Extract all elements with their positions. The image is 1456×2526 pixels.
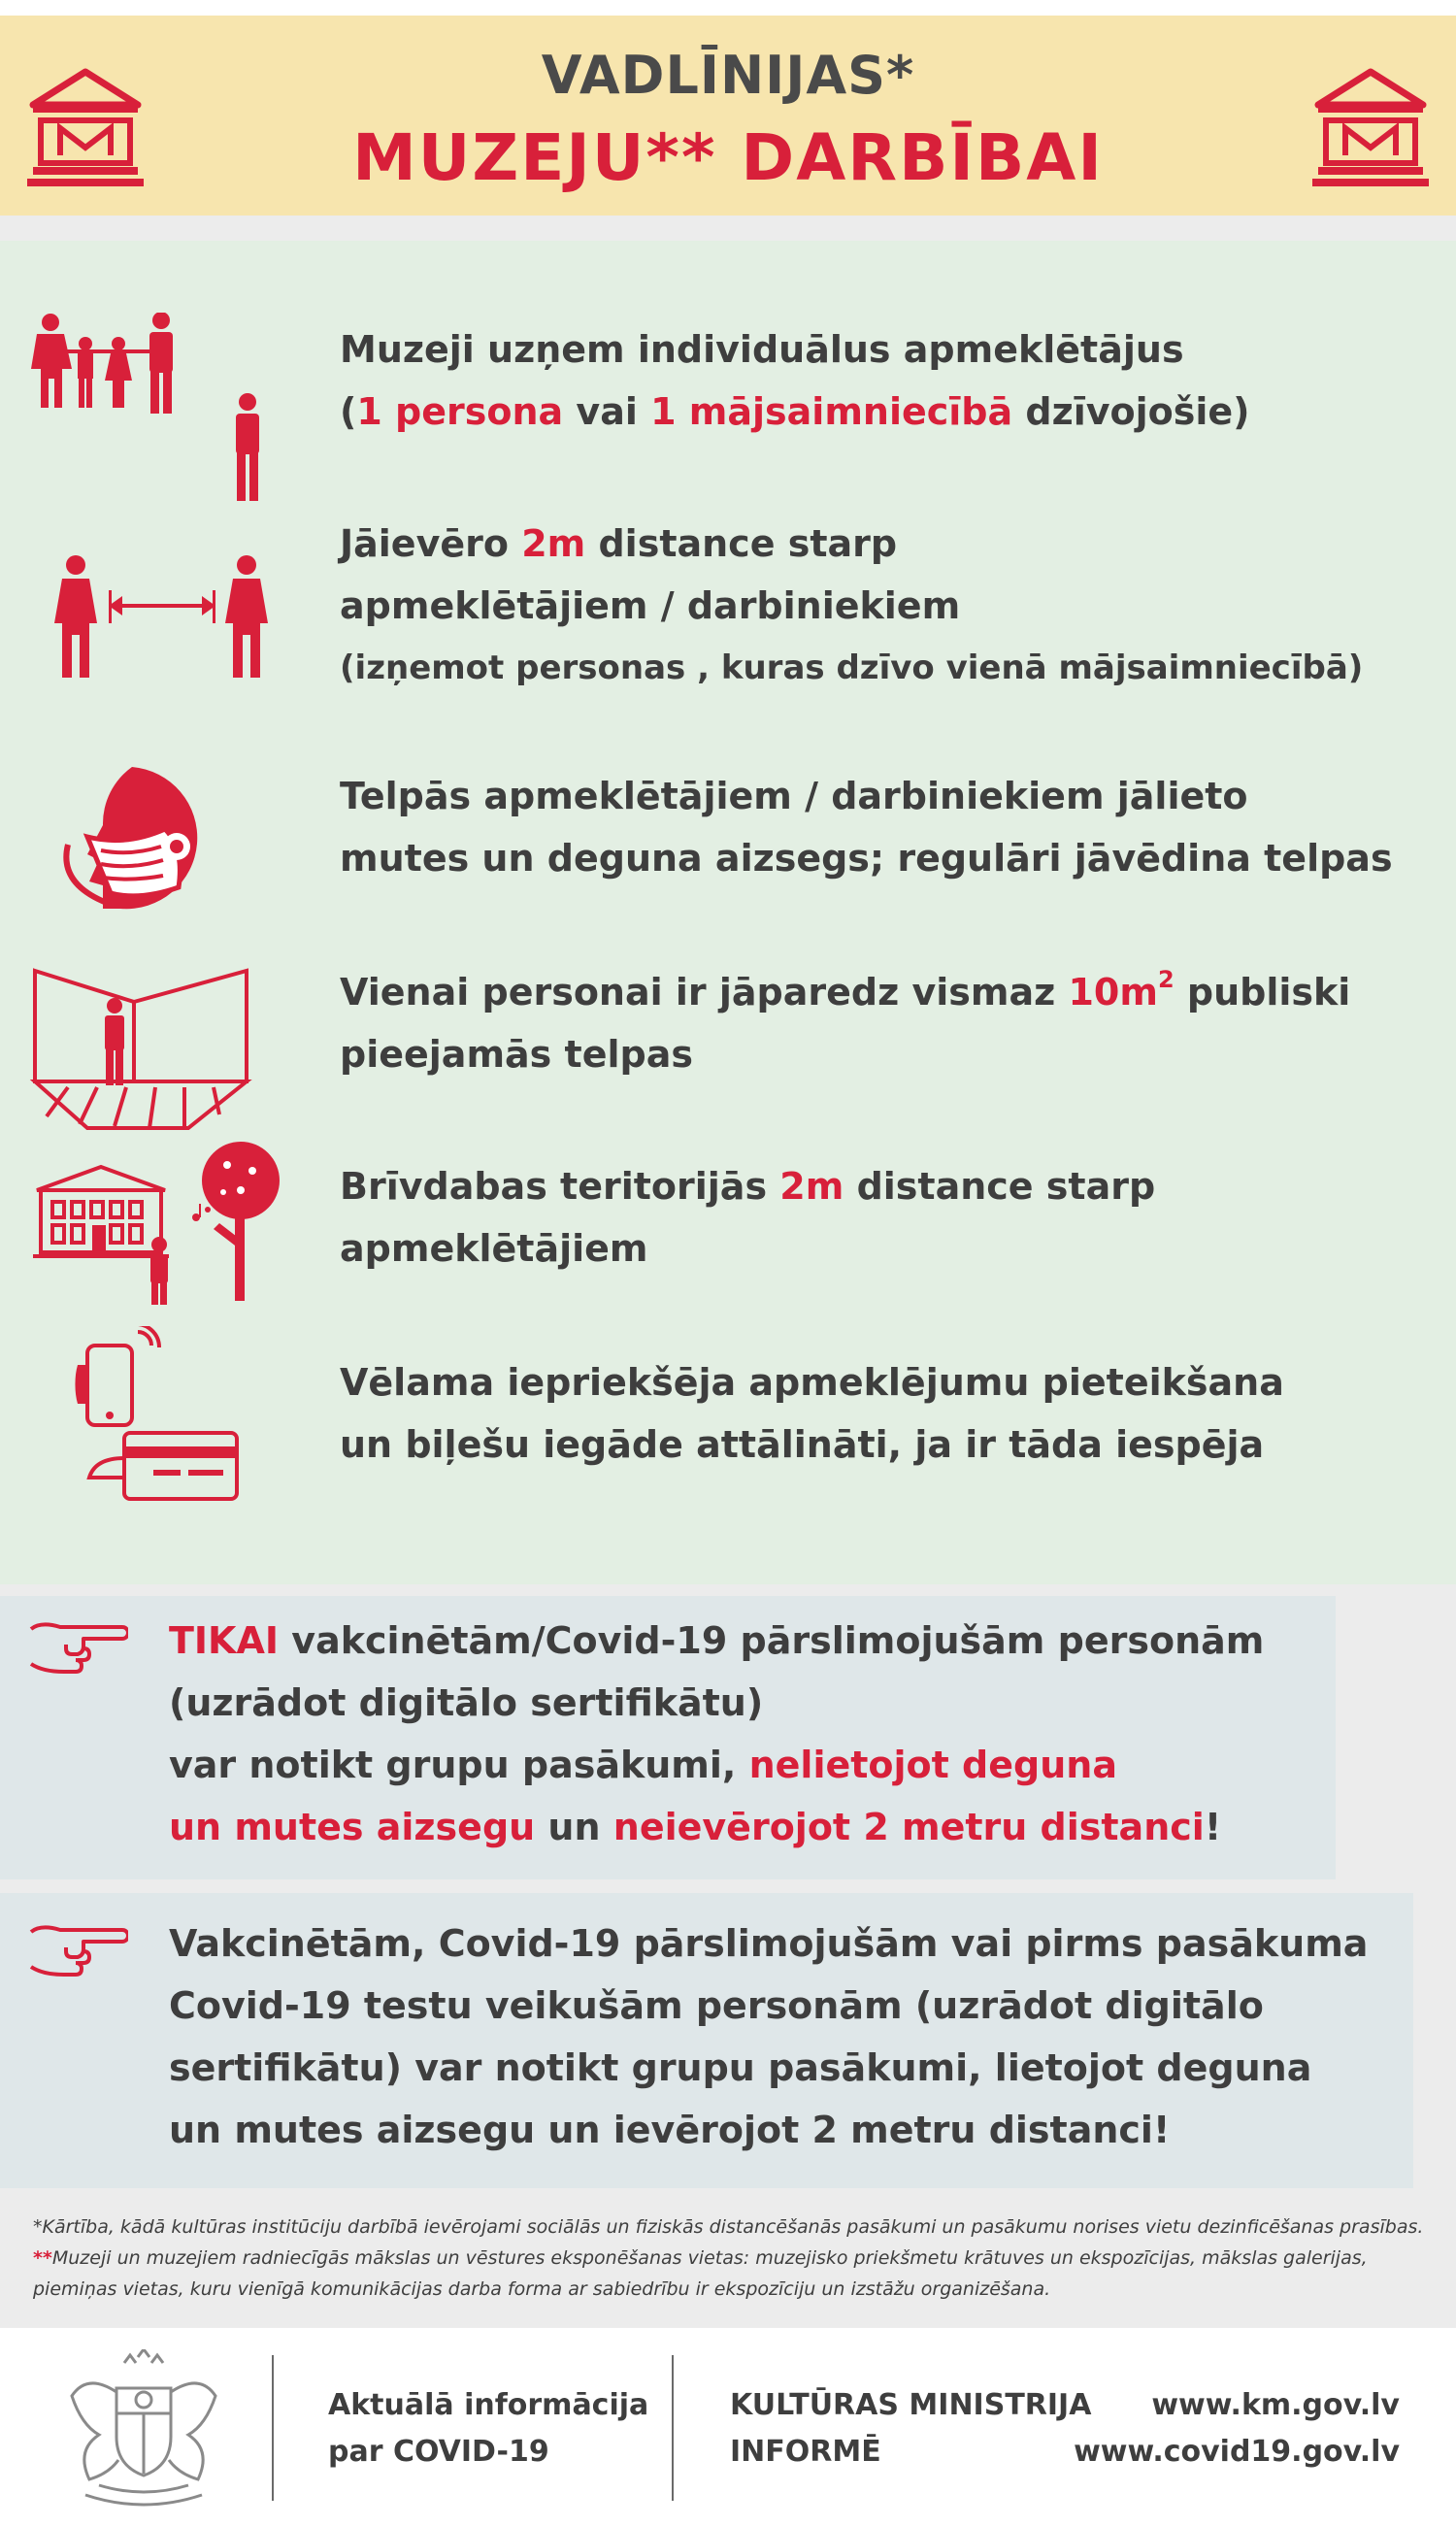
text-line: Aktuālā informācija: [328, 2388, 649, 2422]
superscript: 2: [1157, 966, 1175, 994]
pointing-hand-icon: [27, 1619, 128, 1678]
text-line: Covid-19 testu veikušām personām (uzrādot digitālo: [169, 1984, 1264, 2027]
footer-divider: [272, 2355, 274, 2501]
outdoor-territory-icon: [33, 1142, 285, 1307]
highlight-one-person: 1 persona: [356, 390, 564, 433]
text-span: !: [1204, 1806, 1222, 1848]
text-line: (uzrādot digitālo sertifikātu): [169, 1681, 764, 1724]
header: [0, 0, 1456, 216]
text-span: Muzeji un muzejiem radniecīgās mākslas un vēstures eksponēšanas vietas: muzejisko priekšmetu krātuves un ekspozīcijas, mākslas galerijas,: [51, 2247, 1368, 2269]
text-line: (izņemot personas , kuras dzīvo vienā mājsaimniecībā): [340, 648, 1364, 687]
footnotes: [33, 2211, 1431, 2305]
text-line: mutes un deguna aizsegs; regulāri jāvēdina telpas: [340, 837, 1393, 880]
text-span: var notikt grupu pasākumi,: [169, 1744, 749, 1786]
guideline-text: [340, 1155, 1155, 1280]
text-line: sertifikātu) var notikt grupu pasākumi, lietojot deguna: [169, 2046, 1312, 2089]
notice-text: [169, 1610, 1264, 1858]
guideline-text: [340, 961, 1350, 1085]
room-space-icon: [29, 967, 252, 1132]
text-span: distance starp: [585, 522, 898, 565]
guideline-text: [340, 1351, 1284, 1476]
text-line: [340, 513, 1363, 575]
text-line: [340, 381, 1250, 443]
text-span: Jāievēro: [340, 522, 522, 565]
text-line: [169, 1796, 1264, 1858]
text-line: apmeklētājiem: [340, 1227, 648, 1270]
text-line: Vēlama iepriekšēja apmeklējumu pieteikšana: [340, 1361, 1284, 1404]
notice-text: [169, 1912, 1368, 2161]
text-line: par COVID-19: [328, 2435, 549, 2469]
text-span: un: [535, 1806, 613, 1848]
footer-links: [1074, 2382, 1400, 2476]
text-line: Telpās apmeklētājiem / darbiniekiem jālieto: [340, 775, 1248, 817]
footnote-3: piemiņas vietas, kuru vienīgā komunikācijas darba forma ar sabiedrību ir ekspozīciju un izstāžu organizēšana.: [33, 2278, 1051, 2300]
ministry-label: [730, 2382, 1091, 2476]
highlight-only: TIKAI: [169, 1619, 280, 1662]
highlight-10m2: [1068, 966, 1175, 1014]
km-link[interactable]: www.km.gov.lv: [1151, 2388, 1400, 2422]
guideline-text: [340, 318, 1250, 443]
text-span: Brīvdabas teritorijās: [340, 1165, 780, 1208]
text-span: Vienai personai ir jāparedz vismaz: [340, 971, 1069, 1014]
header-title-line2: MUZEJU** DARBĪBAI: [352, 120, 1104, 195]
header-title-line1: VADLĪNIJAS*: [541, 45, 915, 106]
online-booking-icon: [64, 1326, 278, 1501]
text-line: un biļešu iegāde attālināti, ja ir tāda iespēja: [340, 1423, 1265, 1466]
text-span: 10m: [1068, 971, 1158, 1014]
text-span: distance starp: [844, 1165, 1156, 1208]
guidelines-section: [0, 241, 1456, 1584]
pointing-hand-icon: [27, 1922, 128, 1980]
highlight-2m: 2m: [779, 1165, 844, 1208]
text-span: dzīvojošie): [1012, 390, 1250, 433]
text-span: publiski: [1174, 971, 1351, 1014]
text-line: INFORMĒ: [730, 2435, 881, 2469]
coat-of-arms-icon: [56, 2349, 231, 2512]
highlight-one-household: 1 mājsaimniecībā: [650, 390, 1013, 433]
text-line: [169, 1610, 1264, 1672]
text-span: vai: [563, 390, 651, 433]
text-line: [340, 961, 1350, 1023]
text-span: (: [340, 390, 357, 433]
footnote-1: *Kārtība, kādā kultūras institūciju darbībā ievērojami sociālās un fiziskās distancēšanās pasākumi un pasākumu norises vietu dezinficēšanas prasības.: [33, 2216, 1424, 2238]
highlight-no-mask: un mutes aizsegu: [169, 1806, 536, 1848]
family-visitors-icon: [27, 313, 280, 507]
guideline-text: [340, 765, 1393, 889]
text-span: vakcinētām/Covid-19 pārslimojušām personām: [279, 1619, 1265, 1662]
text-line: pieejamās telpas: [340, 1033, 693, 1076]
footer-divider: [672, 2355, 674, 2501]
guideline-text: [340, 513, 1363, 699]
distance-icon: [27, 555, 280, 681]
text-line: [340, 1155, 1155, 1217]
text-line: Muzeji uzņem individuālus apmeklētājus: [340, 328, 1184, 371]
covid19-link[interactable]: www.covid19.gov.lv: [1074, 2435, 1400, 2469]
footnote-mark: **: [33, 2247, 52, 2269]
text-line: apmeklētājiem / darbiniekiem: [340, 584, 961, 627]
text-line: KULTŪRAS MINISTRIJA: [730, 2388, 1092, 2422]
highlight-no-mask: nelietojot deguna: [748, 1744, 1117, 1786]
covid-info-label: [328, 2382, 648, 2476]
face-mask-icon: [58, 763, 311, 918]
text-line: Vakcinētām, Covid-19 pārslimojušām vai pirms pasākuma: [169, 1922, 1369, 1965]
text-line: un mutes aizsegu un ievērojot 2 metru distanci!: [169, 2109, 1171, 2151]
text-line: [169, 1734, 1264, 1796]
notice-tested-persons: [0, 1893, 1413, 2188]
footer: [0, 2328, 1456, 2526]
museum-icon: [1312, 66, 1429, 188]
notice-vaccinated-only: [0, 1596, 1336, 1879]
footnote-2: [33, 2243, 1431, 2274]
highlight-no-distance: neievērojot 2 metru distanci: [612, 1806, 1205, 1848]
highlight-2m: 2m: [521, 522, 586, 565]
